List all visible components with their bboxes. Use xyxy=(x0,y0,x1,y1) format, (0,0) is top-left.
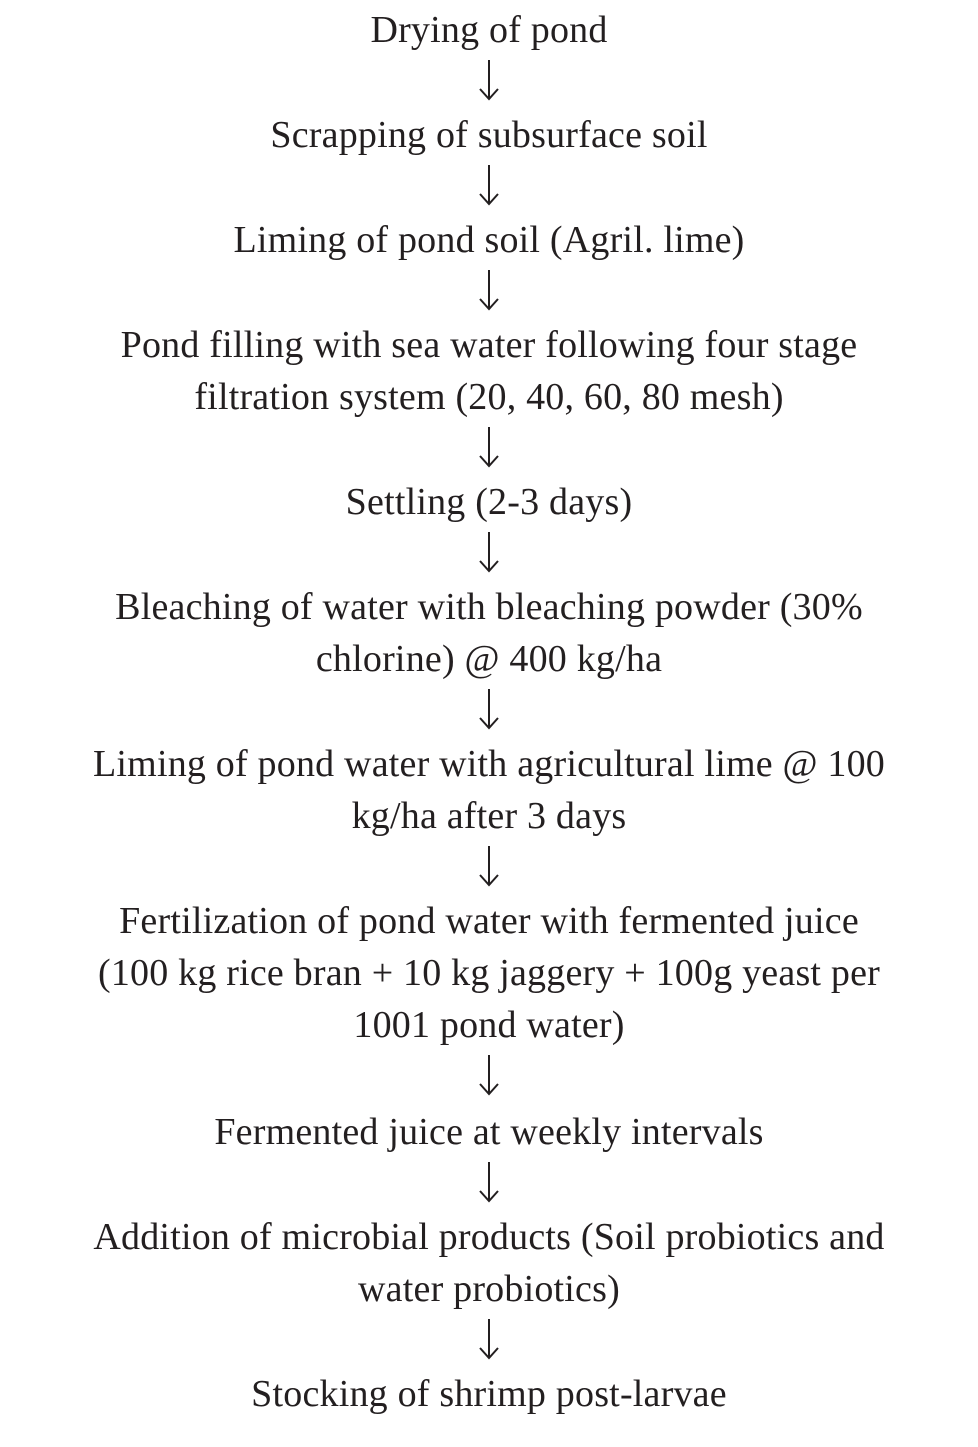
down-arrow-icon xyxy=(469,1053,509,1097)
step-text: Bleaching of water with bleaching powder (30% xyxy=(115,586,863,628)
step-stocking-of-shrimp xyxy=(20,1368,958,1420)
down-arrow-icon xyxy=(469,1160,509,1204)
step-text: Drying of pond xyxy=(370,9,608,51)
down-arrow-icon xyxy=(469,58,509,102)
step-bleaching-of-water xyxy=(20,581,958,685)
step-text: Addition of microbial products (Soil probiotics and xyxy=(93,1216,885,1258)
step-fermented-juice xyxy=(20,1106,958,1158)
down-arrow-icon xyxy=(469,530,509,574)
step-text: Liming of pond soil (Agril. lime) xyxy=(233,219,745,261)
step-liming-of-pond-soil xyxy=(20,214,958,266)
step-text: Fermented juice at weekly intervals xyxy=(214,1111,764,1153)
step-text: (100 kg rice bran + 10 kg jaggery + 100g yeast per xyxy=(97,952,881,994)
down-arrow-icon xyxy=(469,163,509,207)
step-fertilization xyxy=(20,895,958,1051)
down-arrow-icon xyxy=(469,425,509,469)
step-text: Fertilization of pond water with fermented juice xyxy=(119,900,859,942)
step-text: filtration system (20, 40, 60, 80 mesh) xyxy=(194,376,784,418)
step-text: Liming of pond water with agricultural lime @ 100 xyxy=(93,743,885,785)
step-drying-of-pond xyxy=(20,4,958,56)
step-settling xyxy=(20,476,958,528)
down-arrow-icon xyxy=(469,1317,509,1361)
down-arrow-icon xyxy=(469,268,509,312)
step-pond-filling xyxy=(20,319,958,423)
step-text: Scrapping of subsurface soil xyxy=(270,114,708,156)
step-text: Stocking of shrimp post-larvae xyxy=(251,1373,727,1415)
down-arrow-icon xyxy=(469,687,509,731)
step-text: water probiotics) xyxy=(358,1268,620,1310)
down-arrow-icon xyxy=(469,844,509,888)
step-text: 1001 pond water) xyxy=(353,1004,625,1046)
step-text: kg/ha after 3 days xyxy=(351,795,627,837)
step-scrapping-of-subsurface-soil xyxy=(20,109,958,161)
step-text: chlorine) @ 400 kg/ha xyxy=(315,638,663,680)
step-text: Settling (2-3 days) xyxy=(345,481,633,523)
step-text: Pond filling with sea water following four stage xyxy=(120,324,858,366)
step-liming-of-pond-water xyxy=(20,738,958,842)
step-addition-of-microbial-products xyxy=(20,1211,958,1315)
